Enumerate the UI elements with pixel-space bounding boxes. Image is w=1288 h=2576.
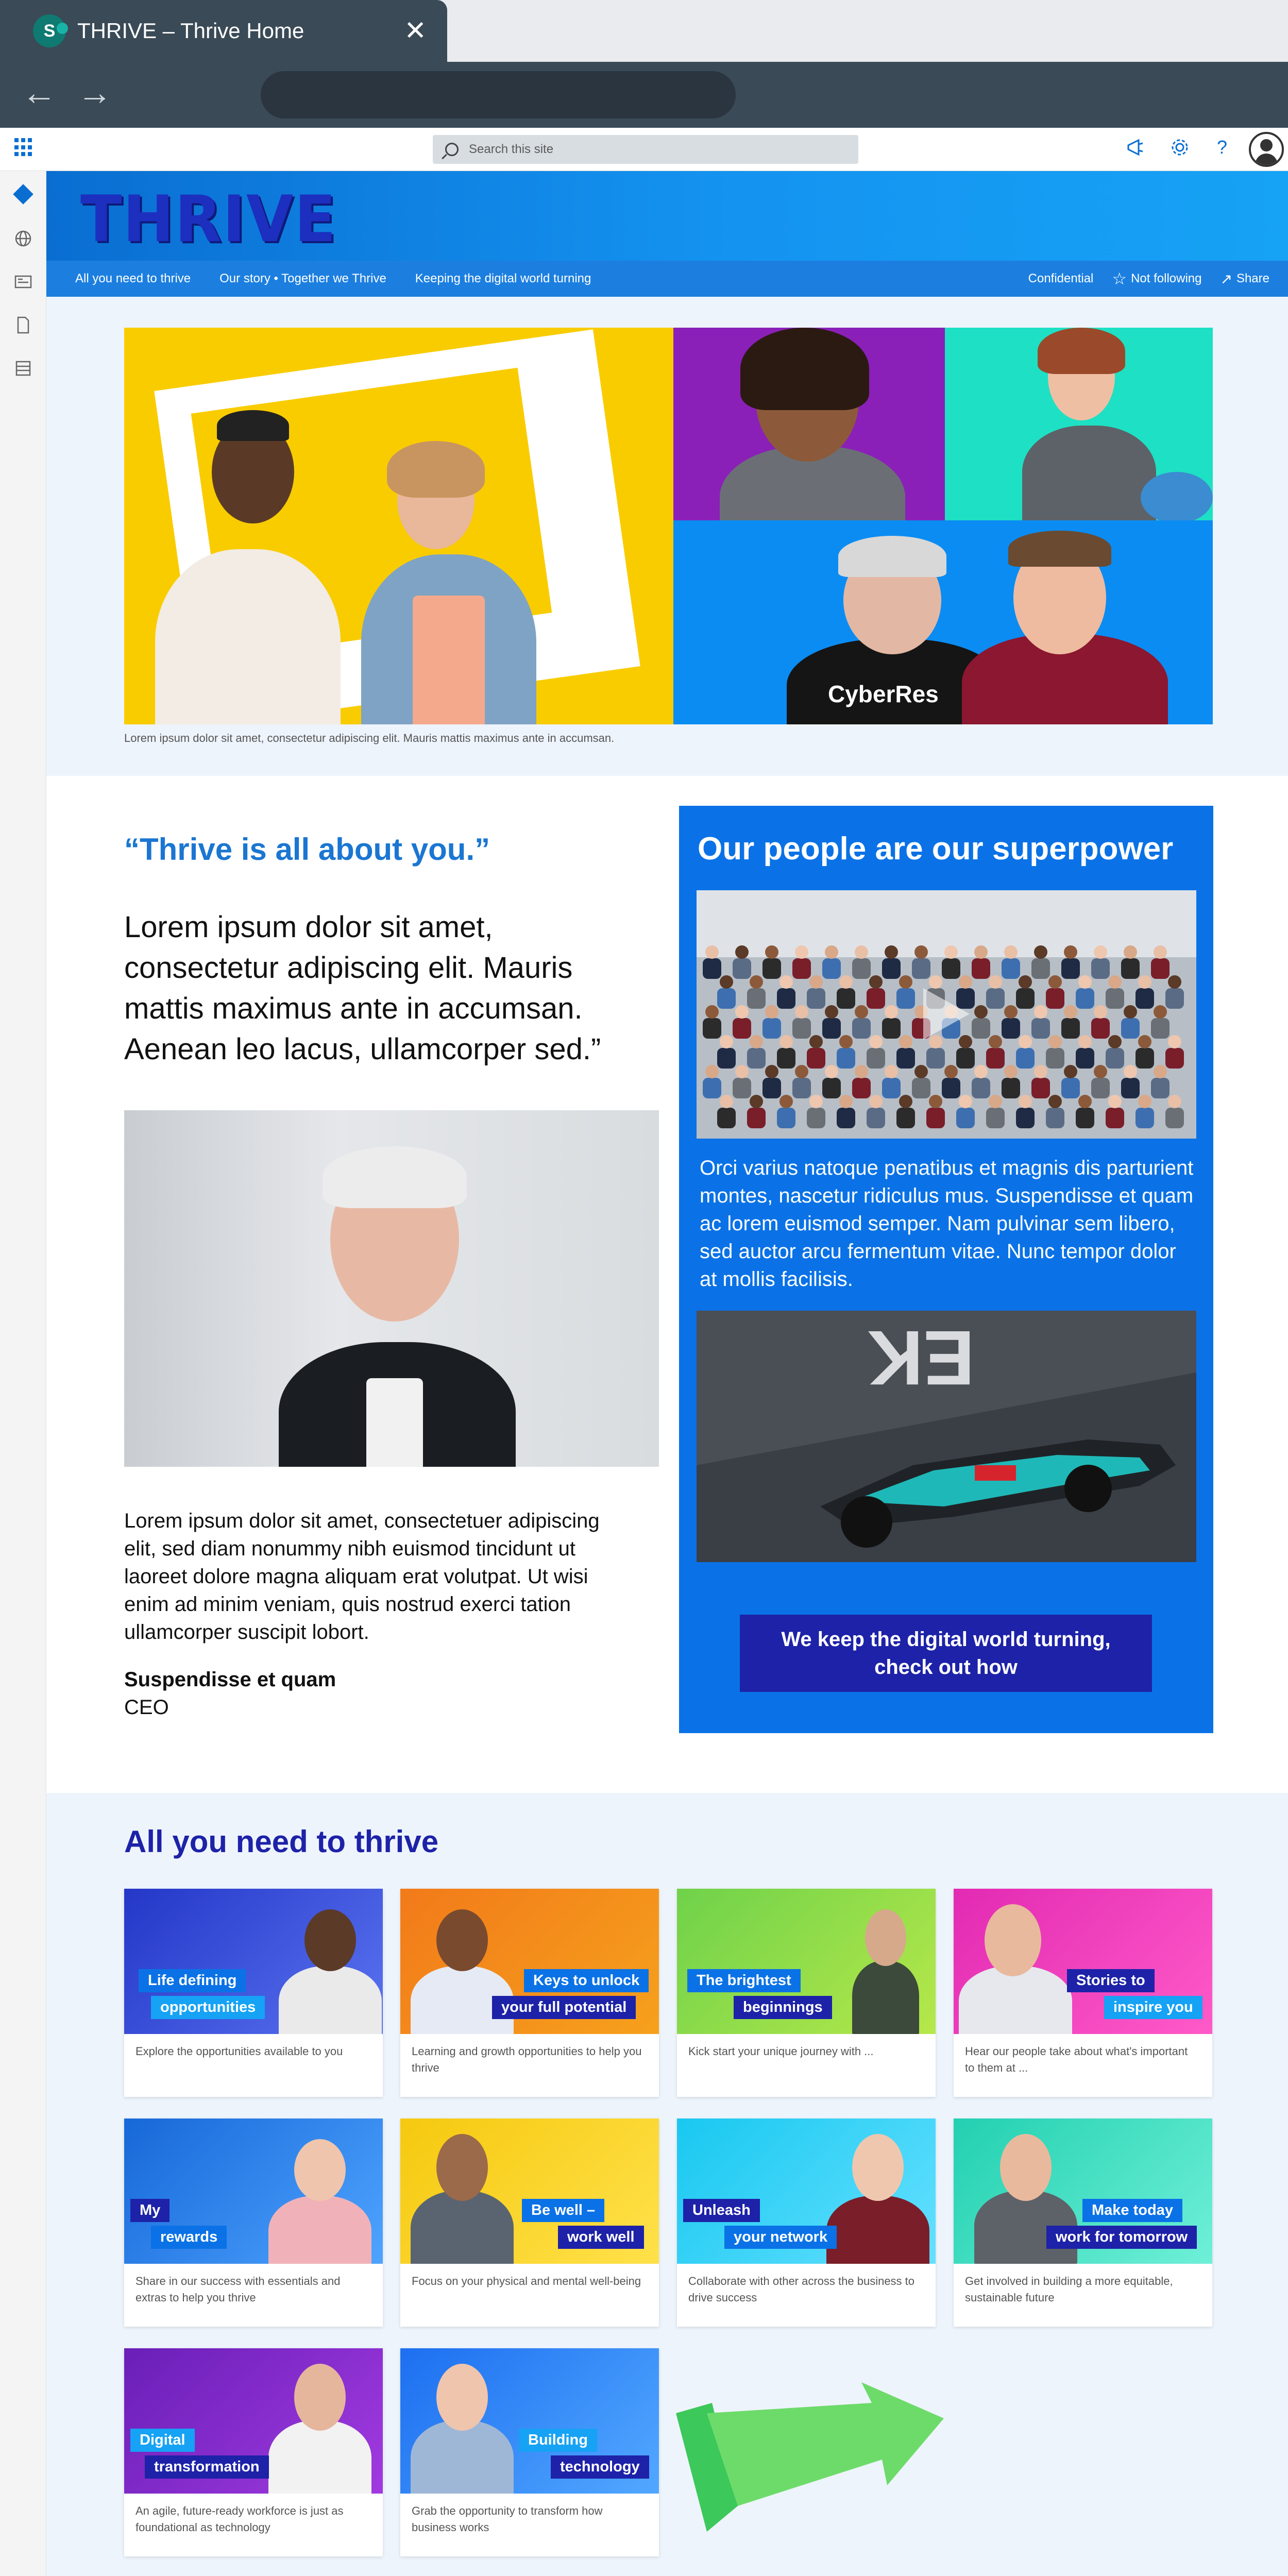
nav-link-our-story[interactable]: Our story • Together we Thrive (219, 272, 386, 285)
svg-text:EK: EK (867, 1315, 975, 1401)
forward-arrow-icon[interactable]: → (77, 73, 112, 112)
card-description: Share in our success with essentials and extras to help you thrive (135, 2275, 341, 2304)
card-my-rewards[interactable] (124, 2119, 383, 2327)
card-description: Focus on your physical and mental well-being (412, 2275, 641, 2287)
card-tag-primary: Building (519, 2429, 597, 2452)
card-unleash-your-network[interactable] (677, 2119, 936, 2327)
share-button[interactable] (1220, 270, 1269, 287)
tab-close-icon[interactable]: ✕ (404, 16, 427, 46)
news-icon[interactable] (12, 271, 34, 293)
card-life-defining-opportunities[interactable] (124, 1889, 383, 2097)
ceo-portrait (124, 1110, 659, 1467)
card-image (400, 2119, 659, 2264)
share-label: Share (1236, 272, 1269, 285)
card-description: Collaborate with other across the business to drive success (688, 2275, 915, 2304)
card-image (400, 1889, 659, 2034)
card-description: An agile, future-ready workforce is just as foundational as technology (135, 2504, 344, 2534)
user-avatar[interactable] (1249, 132, 1284, 167)
card-image (954, 2119, 1212, 2264)
share-icon: ↗ (1220, 270, 1232, 287)
card-keys-to-unlock[interactable] (400, 1889, 659, 2097)
tab-title: THRIVE – Thrive Home (77, 19, 304, 43)
card-image (124, 2348, 383, 2494)
card-description: Explore the opportunities available to you (135, 2045, 343, 2058)
hero-photo-two-men (673, 520, 1213, 724)
digital-world-cta-button[interactable]: We keep the digital world turning, check out how (740, 1615, 1152, 1692)
quote-body: Lorem ipsum dolor sit amet, consectetur adipiscing elit. Mauris mattis maximus ante in accumsan. Aenean leo lacus, ullamcorper sed.” (124, 910, 601, 1066)
card-building-technology[interactable] (400, 2348, 659, 2556)
card-tag-primary: The brightest (687, 1969, 801, 1992)
hero-photo-frame-couple (124, 328, 673, 724)
card-tag-secondary: beginnings (734, 1996, 832, 2019)
follow-label: Not following (1131, 272, 1202, 285)
browser-tabstrip (0, 0, 1288, 62)
list-icon[interactable] (12, 358, 34, 379)
help-icon[interactable]: ? (1217, 137, 1228, 158)
card-image (677, 2119, 936, 2264)
card-tag-secondary: opportunities (151, 1996, 265, 2019)
card-tag-secondary: your network (724, 2226, 837, 2249)
card-tag-secondary: your full potential (492, 1996, 636, 2019)
card-image (400, 2348, 659, 2494)
card-image (124, 2119, 383, 2264)
card-description: Kick start your unique journey with ... (688, 2045, 874, 2058)
nav-link-all-you-need[interactable]: All you need to thrive (75, 272, 191, 285)
address-bar[interactable] (261, 71, 736, 118)
card-tag-primary: My (130, 2199, 170, 2222)
sharepoint-favicon-icon: S (33, 14, 66, 47)
sharepoint-home-icon[interactable] (12, 183, 34, 205)
ceo-message: Lorem ipsum dolor sit amet, consectetuer adipiscing elit, sed diam nonummy nibh euismod tincidunt ut laoreet dolore magna aliquam erat volutpat. Ut wisi enim ad minim veniam, quis nostrud exerci tation ullamcorper suscipit lobort. (124, 1510, 600, 1643)
card-image (677, 1889, 936, 2034)
site-search-input[interactable] (433, 135, 858, 164)
shirt-text: CyberRes (828, 681, 939, 707)
superpower-panel (679, 806, 1213, 1733)
ceo-name: Suspendisse et quam (124, 1668, 336, 1691)
card-description: Get involved in building a more equitable, sustainable future (965, 2275, 1173, 2304)
card-tag-primary: Digital (130, 2429, 195, 2452)
card-image (124, 1889, 383, 2034)
thrive-heading: All you need to thrive (124, 1824, 439, 1859)
card-tag-secondary: rewards (151, 2226, 227, 2249)
card-tag-secondary: work for tomorrow (1046, 2226, 1197, 2249)
card-tag-secondary: transformation (145, 2455, 269, 2479)
app-launcher-icon[interactable] (14, 138, 33, 157)
card-digital-transformation[interactable] (124, 2348, 383, 2556)
globe-icon[interactable] (12, 228, 34, 249)
card-description: Learning and growth opportunities to help you thrive (412, 2045, 642, 2074)
star-icon: ☆ (1112, 269, 1127, 288)
site-navigation (46, 261, 1288, 297)
race-car-photo (697, 1311, 1196, 1562)
hero-photo-seated-woman (945, 328, 1213, 520)
superpower-title: Our people are our superpower (698, 831, 1174, 867)
browser-tab[interactable] (0, 0, 447, 62)
group-photo-video[interactable] (697, 890, 1196, 1139)
card-tag-primary: Make today (1082, 2199, 1182, 2222)
megaphone-icon[interactable] (1125, 137, 1146, 158)
card-image (954, 1889, 1212, 2034)
card-make-today-work[interactable] (954, 2119, 1212, 2327)
card-tag-primary: Stories to (1067, 1969, 1155, 1992)
superpower-text: Orci varius natoque penatibus et magnis dis parturient montes, nascetur ridiculus mus. Suspendisse et quam ac lorem euismod semper. Nam pulvinar sem libero, sed auctor arcu fermentum vitae. Nunc tempor dolor at mollis facilisis. (700, 1157, 1194, 1291)
quote-heading: “Thrive is all about you.” (124, 832, 490, 867)
card-tag-primary: Be well – (522, 2199, 604, 2222)
search-placeholder: Search this site (469, 142, 554, 156)
card-be-well-work-well[interactable] (400, 2119, 659, 2327)
site-logo[interactable]: THRIVE (80, 181, 337, 257)
card-tag-secondary: inspire you (1104, 1996, 1202, 2019)
card-tag-secondary: technology (551, 2455, 649, 2479)
card-stories-to-inspire[interactable] (954, 1889, 1212, 2097)
follow-button[interactable] (1112, 269, 1201, 289)
hero-photo-smiling-woman (673, 328, 945, 520)
card-description: Grab the opportunity to transform how business works (412, 2504, 603, 2534)
search-icon (445, 143, 459, 156)
card-tag-primary: Unleash (683, 2199, 760, 2222)
card-tag-primary: Keys to unlock (524, 1969, 649, 1992)
crowd-illustration (697, 890, 1196, 1139)
left-app-rail (0, 171, 46, 2576)
card-tag-secondary: work well (558, 2226, 644, 2249)
hero-caption: Lorem ipsum dolor sit amet, consectetur adipiscing elit. Mauris mattis maximus ante in accumsan. (124, 732, 615, 744)
back-arrow-icon[interactable]: ← (22, 73, 57, 112)
sensitivity-label: Confidential (1028, 272, 1094, 285)
settings-gear-icon[interactable] (1170, 137, 1190, 158)
suite-bar (0, 128, 1288, 171)
document-icon[interactable] (12, 314, 34, 336)
card-brightest-beginnings[interactable] (677, 1889, 936, 2097)
card-description: Hear our people take about what's important to them at ... (965, 2045, 1188, 2074)
ceo-role: CEO (124, 1696, 169, 1719)
card-tag-primary: Life defining (139, 1969, 246, 1992)
nav-link-digital-world[interactable]: Keeping the digital world turning (415, 272, 591, 285)
green-arrow-decoration (676, 2382, 944, 2537)
site-header (46, 171, 1288, 261)
